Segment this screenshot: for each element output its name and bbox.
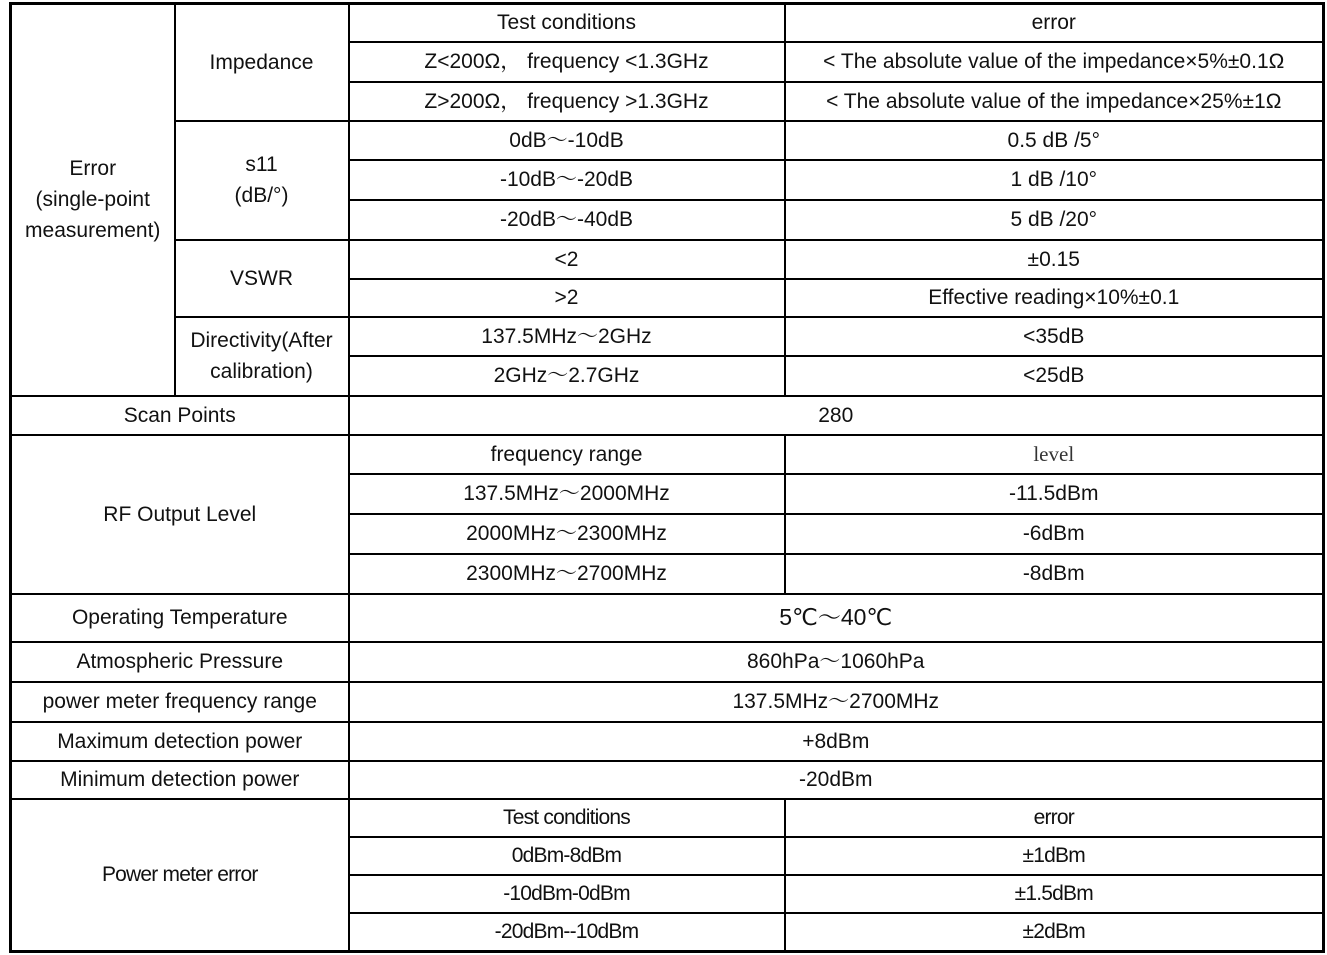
rf-output-level-label: RF Output Level [11,435,349,594]
max-detection-power-value: +8dBm [349,722,1324,761]
max-detection-power-label: Maximum detection power [11,722,349,761]
power-meter-error-label: Power meter error [11,799,349,952]
atmospheric-pressure-label: Atmospheric Pressure [11,642,349,682]
power-meter-error: ±1.5dBm [785,875,1324,913]
directivity-label-line-2: calibration) [210,360,313,383]
error-label-line-3: measurement) [25,219,161,243]
s11-condition: -10dB～-20dB [349,160,785,200]
rf-level: -6dBm [785,514,1324,554]
rf-level: -8dBm [785,554,1324,594]
column-header-error: error [785,799,1324,837]
vswr-condition: >2 [349,279,785,317]
impedance-condition: Z<200Ω， frequency <1.3GHz [349,42,785,82]
scan-points-row [11,396,1324,435]
error-header-row [11,4,1324,42]
power-meter-frequency-range-row [11,682,1324,722]
error-section-label [11,4,175,396]
scan-points-value: 280 [349,396,1324,435]
operating-temperature-row [11,594,1324,642]
directivity-label-line-1: Directivity(After [190,329,333,352]
rf-frequency-range: 137.5MHz～2000MHz [349,474,785,514]
vswr-label: VSWR [175,240,349,317]
vswr-error: ±0.15 [785,240,1324,279]
power-meter-condition: -10dBm-0dBm [349,875,785,913]
rf-level: -11.5dBm [785,474,1324,514]
power-meter-frequency-range-label: power meter frequency range [11,682,349,722]
min-detection-power-row [11,761,1324,799]
impedance-label: Impedance [175,4,349,121]
table-row [11,240,1324,279]
s11-error: 5 dB /20° [785,200,1324,240]
power-meter-error-header-row [11,799,1324,837]
directivity-label [175,317,349,396]
directivity-condition: 2GHz～2.7GHz [349,356,785,396]
atmospheric-pressure-row [11,642,1324,682]
atmospheric-pressure-value: 860hPa～1060hPa [349,642,1324,682]
vswr-condition: <2 [349,240,785,279]
vswr-error: Effective reading×10%±0.1 [785,279,1324,317]
directivity-error: <35dB [785,317,1324,356]
column-header-test-conditions: Test conditions [349,799,785,837]
operating-temperature-value: 5℃～40℃ [349,594,1324,642]
power-meter-condition: -20dBm--10dBm [349,913,785,952]
table-row [11,121,1324,160]
operating-temperature-label: Operating Temperature [11,594,349,642]
s11-error: 1 dB /10° [785,160,1324,200]
directivity-error: <25dB [785,356,1324,396]
min-detection-power-label: Minimum detection power [11,761,349,799]
impedance-error: < The absolute value of the impedance×5%±0.1Ω [785,42,1324,82]
power-meter-condition: 0dBm-8dBm [349,837,785,875]
power-meter-frequency-range-value: 137.5MHz～2700MHz [349,682,1324,722]
rf-frequency-range: 2000MHz～2300MHz [349,514,785,554]
s11-label-line-1: s11 [245,153,278,176]
directivity-condition: 137.5MHz～2GHz [349,317,785,356]
rf-output-header-row [11,435,1324,474]
error-label-line-2: (single-point [35,188,150,212]
scan-points-label: Scan Points [11,396,349,435]
column-header-error: error [785,4,1324,42]
power-meter-error: ±1dBm [785,837,1324,875]
column-header-level: level [785,435,1324,474]
s11-label [175,121,349,240]
s11-condition: 0dB～-10dB [349,121,785,160]
column-header-frequency-range: frequency range [349,435,785,474]
error-label-line-1: Error [69,157,117,181]
specification-table [9,2,1325,953]
max-detection-power-row [11,722,1324,761]
impedance-condition: Z>200Ω， frequency >1.3GHz [349,82,785,121]
impedance-error: < The absolute value of the impedance×25%±1Ω [785,82,1324,121]
table-row [11,317,1324,356]
power-meter-error: ±2dBm [785,913,1324,952]
s11-condition: -20dB～-40dB [349,200,785,240]
s11-error: 0.5 dB /5° [785,121,1324,160]
min-detection-power-value: -20dBm [349,761,1324,799]
rf-frequency-range: 2300MHz～2700MHz [349,554,785,594]
column-header-test-conditions: Test conditions [349,4,785,42]
s11-label-line-2: (dB/°) [234,184,289,207]
